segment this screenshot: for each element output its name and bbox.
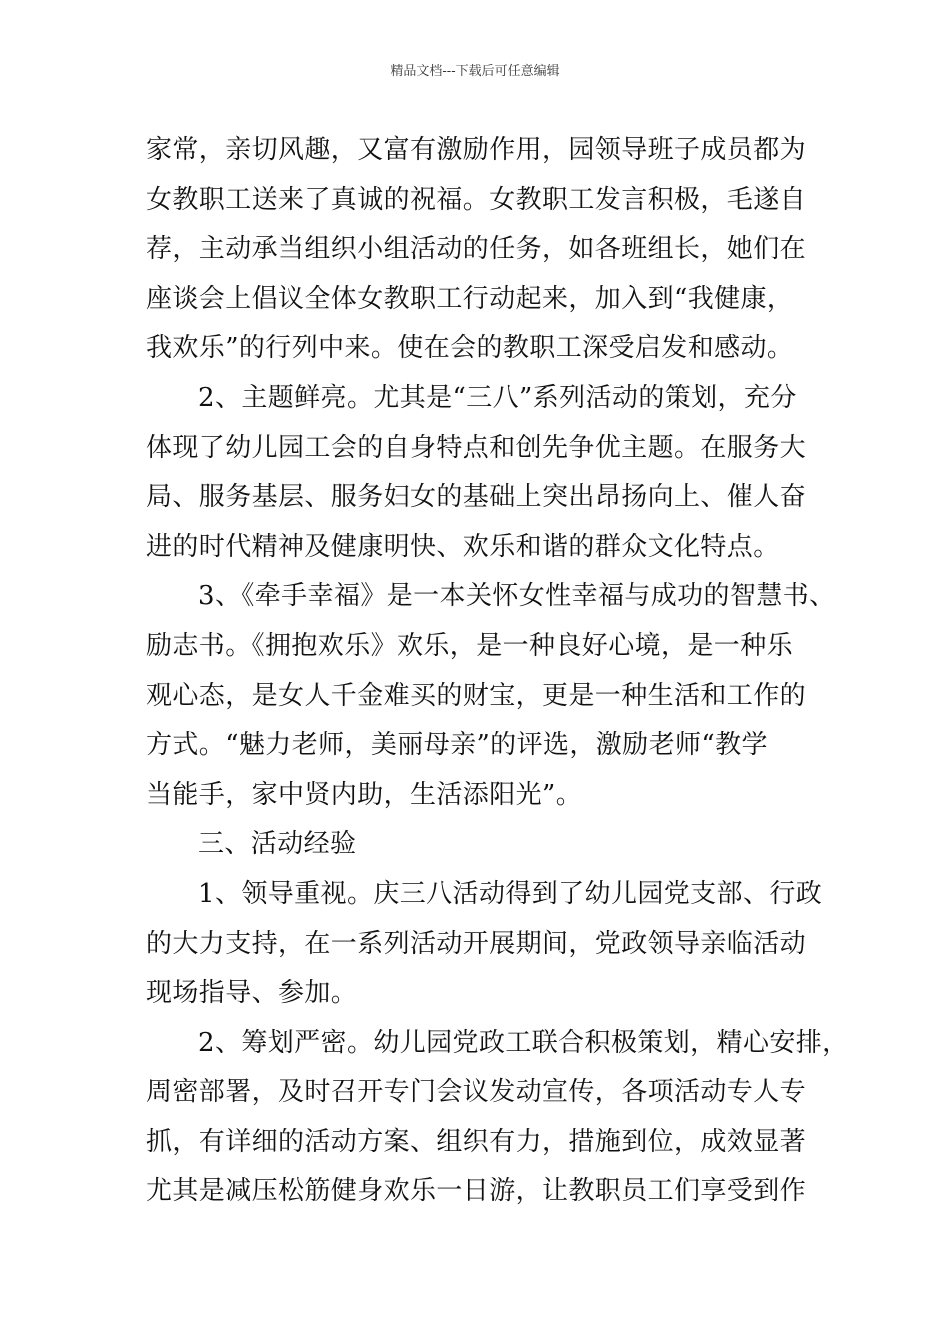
text-line: 3、《牵手幸福》是一本关怀女性幸福与成功的智慧书、	[198, 581, 836, 612]
document-body	[146, 126, 849, 1217]
text-line: 尤其是减压松筋健身欢乐一日游，让教职员工们享受到作	[146, 1176, 807, 1207]
text-line: 观心态，是女人千金难买的财宝，更是一种生活和工作的	[146, 680, 807, 711]
text-line: 现场指导、参加。	[146, 978, 358, 1009]
text-line: 女教职工送来了真诚的祝福。女教职工发言积极，毛遂自	[146, 184, 807, 215]
text-line: 我欢乐”的行列中来。使在会的教职工深受启发和感动。	[146, 333, 794, 364]
page-header: 精品文档---下载后可任意编辑	[390, 64, 560, 79]
text-line: 荐，主动承当组织小组活动的任务，如各班组长，她们在	[146, 234, 807, 265]
text-line: 1、领导重视。庆三八活动得到了幼儿园党支部、行政	[198, 878, 823, 909]
text-line: 的大力支持，在一系列活动开展期间，党政领导亲临活动	[146, 928, 807, 959]
text-line: 家常，亲切风趣，又富有激励作用，园领导班子成员都为	[146, 135, 807, 165]
section-heading: 三、活动经验	[198, 829, 357, 860]
text-line: 2、主题鲜亮。尤其是“三八”系列活动的策划，充分	[198, 382, 797, 413]
text-line: 进的时代精神及健康明快、欢乐和谐的群众文化特点。	[146, 531, 780, 562]
text-line: 当能手，家中贤内助，生活添阳光”。	[146, 779, 583, 810]
text-line: 2、筹划严密。幼儿园党政工联合积极策划，精心安排，	[198, 1027, 849, 1058]
text-line: 局、服务基层、服务妇女的基础上突出昂扬向上、催人奋	[146, 482, 807, 513]
text-line: 方式。“魅力老师，美丽母亲”的评选，激励老师“教学	[146, 730, 768, 761]
text-line: 抓，有详细的活动方案、组织有力，措施到位，成效显著	[146, 1126, 807, 1157]
text-line: 励志书。《拥抱欢乐》欢乐，是一种良好心境，是一种乐	[146, 630, 794, 661]
text-line: 座谈会上倡议全体女教职工行动起来，加入到“我健康，	[146, 283, 794, 314]
text-line: 体现了幼儿园工会的自身特点和创先争优主题。在服务大	[146, 432, 807, 463]
text-line: 周密部署，及时召开专门会议发动宣传，各项活动专人专	[146, 1077, 807, 1108]
